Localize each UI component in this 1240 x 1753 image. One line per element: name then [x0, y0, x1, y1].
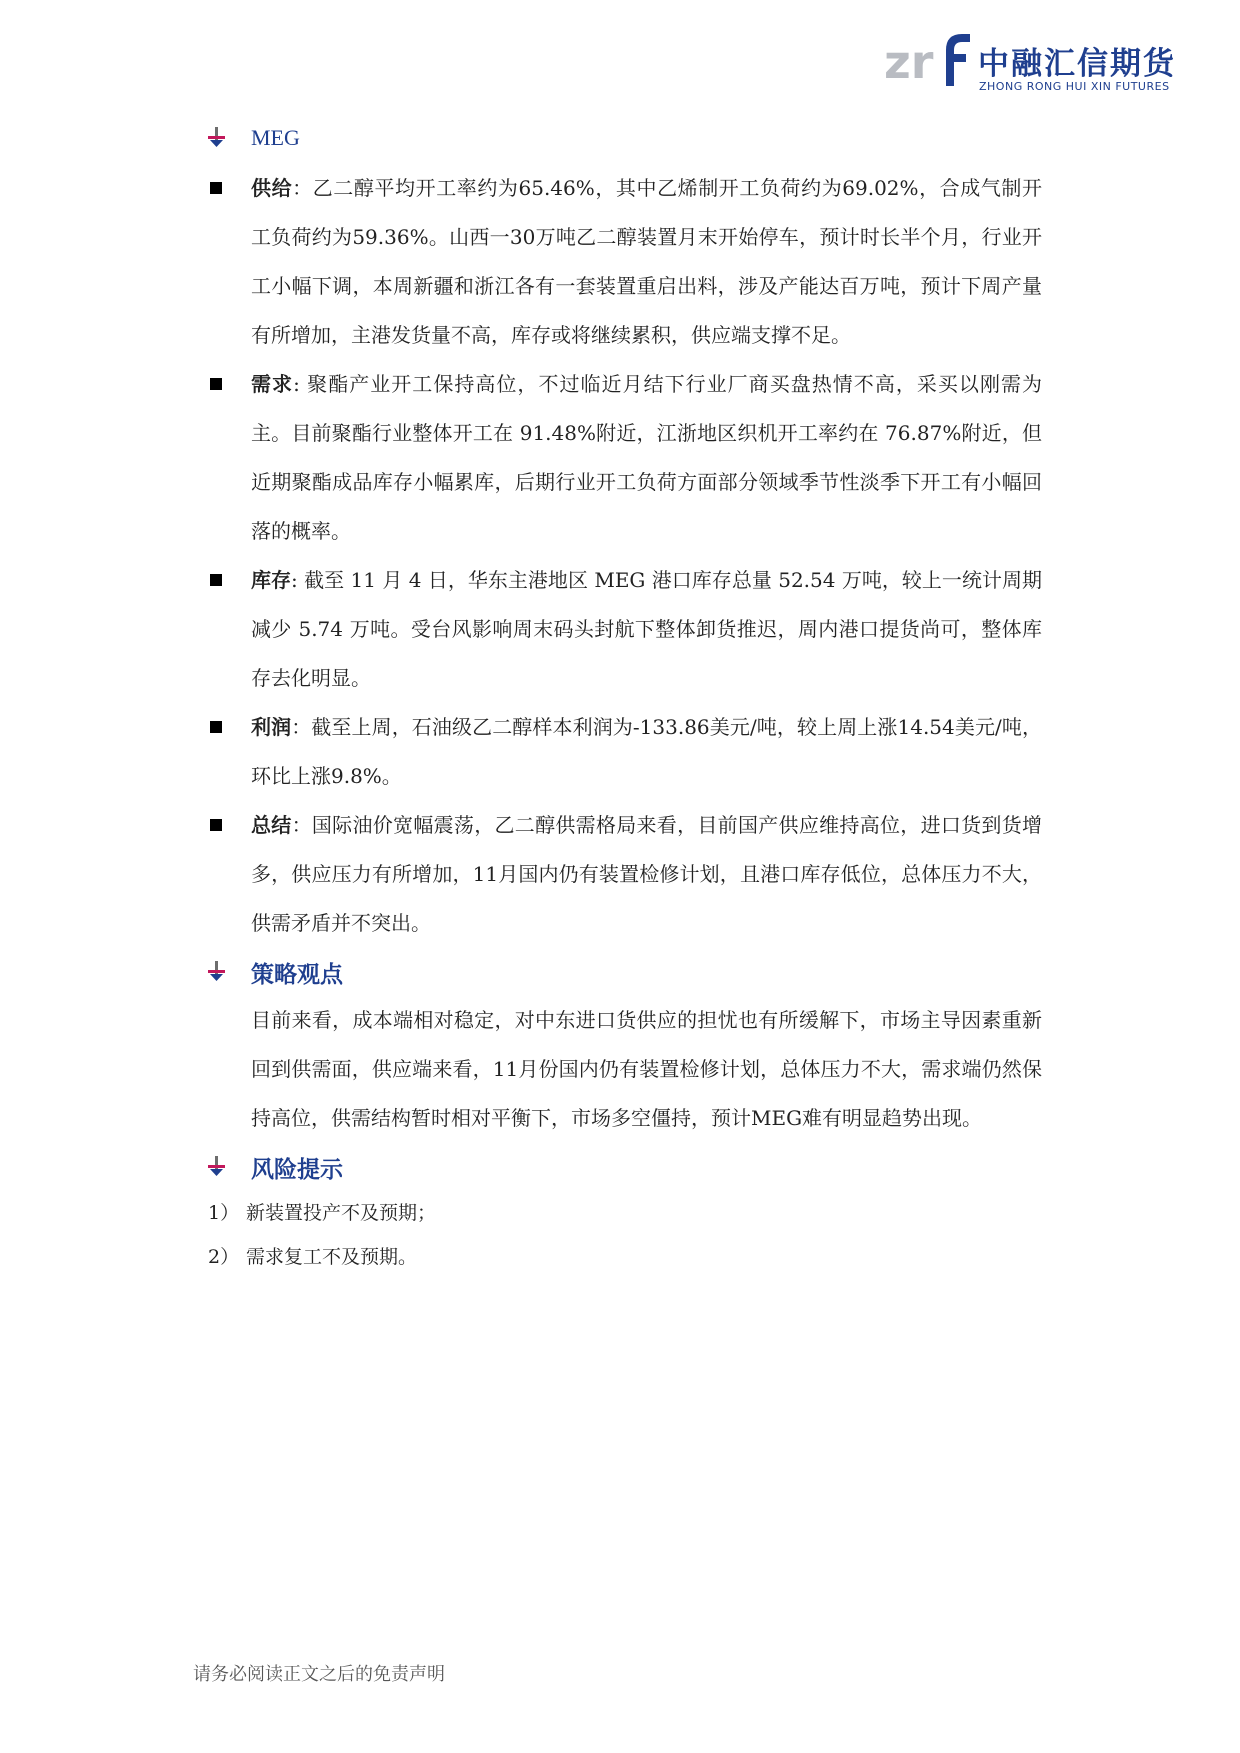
bullet-label: 库存: [251, 568, 292, 592]
section-heading-risk: [206, 1143, 1042, 1191]
bullet-profit: [206, 703, 1042, 801]
bullet-supply: [206, 164, 1042, 360]
section-title: 风险提示: [251, 1156, 343, 1183]
arrow-down-icon: [206, 126, 228, 148]
zrf-logo-icon: [884, 28, 974, 90]
document-body: [206, 114, 1042, 1279]
bullet-label: 利润: [251, 715, 292, 739]
risk-item-number: 2）: [208, 1246, 240, 1268]
square-bullet-icon: [210, 182, 222, 194]
risk-item: [206, 1235, 1042, 1279]
bullet-inventory: [206, 556, 1042, 703]
section-heading-strategy: [206, 948, 1042, 996]
bullet-summary: [206, 801, 1042, 948]
bullet-demand: [206, 360, 1042, 556]
bullet-label: 需求: [251, 372, 294, 396]
bullet-label: 总结: [251, 813, 292, 837]
square-bullet-icon: [210, 819, 222, 831]
section-title: 策略观点: [251, 961, 343, 988]
logo-english-name: ZHONG RONG HUI XIN FUTURES: [979, 80, 1170, 93]
square-bullet-icon: [210, 574, 222, 586]
arrow-down-icon: [206, 1155, 228, 1177]
disclaimer-footer: 请务必阅读正文之后的免责声明: [193, 1664, 445, 1685]
risk-item-number: 1）: [208, 1202, 240, 1224]
strategy-paragraph: 目前来看，成本端相对稳定，对中东进口货供应的担忧也有所缓解下，市场主导因素重新回到供需面，供应端来看，11月份国内仍有装置检修计划，总体压力不大，需求端仍然保持高位，供需结构暂时相对平衡下，市场多空僵持，预计MEG难有明显趋势出现。: [251, 1008, 1042, 1130]
bullet-label: 供给: [251, 176, 293, 200]
risk-item-text: 新装置投产不及预期；: [246, 1202, 437, 1224]
risk-item: [206, 1191, 1042, 1235]
bullet-text: ：截至上周，石油级乙二醇样本利润为-133.86美元/吨，较上周上涨14.54美元/吨，环比上涨9.8%。: [251, 715, 1042, 788]
section-title: MEG: [251, 125, 300, 150]
square-bullet-icon: [210, 721, 222, 733]
bullet-text: ：乙二醇平均开工率约为65.46%，其中乙烯制开工负荷约为69.02%，合成气制开工负荷约为59.36%。山西一30万吨乙二醇装置月末开始停车，预计时长半个月，行业开工小幅下调，本周新疆和浙江各有一套装置重启出料，涉及产能达百万吨，预计下周产量有所增加，主港发货量不高，库存或将继续累积，供应端支撑不足。: [251, 176, 1042, 347]
square-bullet-icon: [210, 378, 222, 390]
bullet-text: ：国际油价宽幅震荡，乙二醇供需格局来看，目前国产供应维持高位，进口货到货增多，供应压力有所增加，11月国内仍有装置检修计划，且港口库存低位，总体压力不大，供需矛盾并不突出。: [251, 813, 1043, 935]
bullet-text: : 聚酯产业开工保持高位，不过临近月结下行业厂商买盘热情不高，采买以刚需为主。目前聚酯行业整体开工在 91.48%附近，江浙地区织机开工率约在 76.87%附近，但近期聚酯成品库存小幅累库，后期行业开工负荷方面部分领域季节性淡季下开工有小幅回落的概率。: [251, 372, 1043, 543]
risk-item-text: 需求复工不及预期。: [246, 1246, 418, 1268]
arrow-down-icon: [206, 960, 228, 982]
logo-chinese-name: 中融汇信期货: [978, 46, 1176, 82]
section-heading-meg: [206, 114, 1042, 162]
svg-text:zr: zr: [884, 35, 934, 89]
bullet-text: : 截至 11 月 4 日，华东主港地区 MEG 港口库存总量 52.54 万吨，较上一统计周期减少 5.74 万吨。受台风影响周末码头封航下整体卸货推迟，周内港口提货尚可，整体库存去化明显。: [251, 568, 1042, 690]
company-logo: [884, 28, 1176, 93]
